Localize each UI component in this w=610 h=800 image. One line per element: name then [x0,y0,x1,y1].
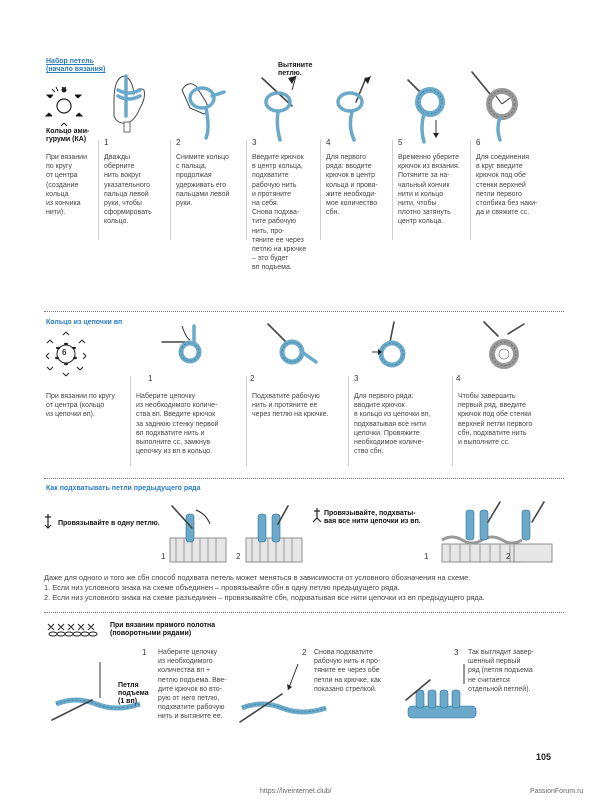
section-separator [44,478,564,479]
step-text: Наберите цепочку из необходимого количе- ства вп. Введите крючок за заднюю стенку первой вп подхватите нить и выполните сс, замкнув цепочку из вп в кольцо. [136,393,219,456]
section-title-chain-ring: Кольцо из цепочки вп [46,319,123,326]
step-number: 2 [176,138,181,147]
divider [130,376,131,466]
divider [98,140,99,240]
step-number: 5 [398,138,403,147]
step-text: Для соединения в круг введите крючок под обе стенки верхней петли первого столбика без наки- да и свяжите сс. [476,154,538,217]
step3-hook-insert-illustration [252,72,308,142]
step-text: Временно уберите крючок из вязания. Потяните за на- чальный кончик нити и кольцо нити, чтобы плотно затянуть центр кольца. [398,154,460,226]
pickup-single-label: Провязывайте в одну петлю. [58,520,160,527]
figure-number: 2 [506,552,511,561]
row-symbol-icon [46,623,102,637]
pickup-note: 2. Если низ условного знака на схеме разъединен – провязывайте сбн, подхватывая все нити цепочки из вп предыдущего ряда. [44,593,485,602]
step-text: Так выглядит завер- шенный первый ряд (петля подъема не считается отдельной петлей). [468,649,534,693]
divider [320,140,321,240]
step-number: 4 [456,374,461,383]
pickup-single-1-illustration [168,502,228,564]
chain-step4-illustration [474,318,534,380]
step-text: Снимите кольцо с пальца, продолжая удерживать его пальцами левой руки. [176,154,230,208]
step5-tighten-ring-illustration [402,72,458,144]
step1-finger-wrap-illustration [104,70,154,138]
page-number: 105 [536,752,552,762]
step-text: Для первого ряда: вводите крючок в центр кольца и провя- жите необходи- мое количество сбн. [326,154,378,217]
section-title-straight-fabric: При вязании прямого полотна (поворотными рядами) [110,622,216,637]
divider [246,140,247,240]
pickup-all-2-illustration [514,500,554,564]
divider [452,376,453,466]
magic-ring-symbol-icon [44,86,84,126]
divider [170,140,171,240]
pickup-all-1-illustration [440,500,524,564]
step-number: 3 [354,374,359,383]
divider [470,140,471,240]
watermark: PassionForum.ru [530,788,584,795]
step-text: Для первого ряда: вводите крючок в кольцо из цепочки вп, подхватывая все нити цепочки. Провяжите необходимое количе- ство сбн. [354,393,431,456]
pickup-note: Даже для одного и того же сбн способ подхвата петель может меняться в зависимости от условного обозначения на схеме. [44,573,471,582]
magic-ring-label: Кольцо ами- гуруми (КА) [46,128,90,143]
step-text: Чтобы завершить первый ряд, введите крючок под обе стенки верхней петли первого сбн, подхватите нить и выполните сс. [458,393,533,447]
divider [348,376,349,466]
step-text: Дважды оберните нить вокруг указательного пальца левой руки, чтобы сформировать кольцо. [104,154,152,226]
pull-loop-label: Вытяните петлю. [278,62,313,77]
step-number: 2 [250,374,255,383]
step-number: 1 [142,648,147,657]
step4-first-round-illustration [328,72,384,142]
single-loop-symbol-icon [44,514,52,528]
step-number: 1 [104,138,109,147]
divider [392,140,393,240]
chain-step2-illustration [262,320,320,380]
step2-remove-ring-illustration [176,72,228,142]
lift-loop-label: Петля подъема (1 вп) [118,682,149,705]
chain-step1-illustration [158,322,216,378]
step-number: 1 [148,374,153,383]
all-strands-symbol-icon [312,508,322,526]
section1-intro: При вязании по кругу от центра (создание кольца из кончика нити). [46,154,87,217]
figure-number: 2 [236,552,241,561]
section-separator [44,612,564,613]
step-text: Подхватите рабочую нить и протяните ее через петлю на крючке. [252,393,329,419]
step-number: 3 [454,648,459,657]
step-text: Введите крючок в центр кольца, подхватите рабочую нить и протяните на себя. Снова подхва- тите рабочую нить, про- тяните ее через петлю на крючке – это будет вп подъема. [252,154,307,272]
step6-join-ring-illustration [470,68,530,142]
step-number: 4 [326,138,331,147]
section-separator [44,311,564,312]
figure-number: 1 [424,552,429,561]
step-number: 2 [302,648,307,657]
ring-count: 6 [62,348,67,357]
divider [246,376,247,466]
step-number: 3 [252,138,257,147]
pickup-note: 1. Если низ условного знака на схеме объединен – провязывайте сбн в одну петлю предыдущего ряда. [44,583,400,592]
section-title-pickup: Как подхватывать петли предыдущего ряда [46,485,201,492]
source-url: https://liveinternet.club/ [260,788,332,795]
chain-step3-illustration [364,318,424,380]
section-title-magic-ring: Набор петель (начало вязания) [46,58,106,73]
pickup-single-2-illustration [244,502,304,564]
figure-number: 1 [161,552,166,561]
section2-intro: При вязании по кругу от центра (кольцо из цепочки вп). [46,393,116,419]
step-text: Наберите цепочку из необходимого количества вп + петлю подъема. Вве- дите крючок во вто- рую от него петлю, подхватите рабочую нить и вытяните ее. [158,649,227,721]
step-number: 6 [476,138,481,147]
step-text: Снова подхватите рабочую нить и про- тяните ее через обе петли на крючке, как показано стрелкой. [314,649,381,693]
pickup-all-label: Провязывайте, подхваты- вая все нити цепочки из вп. [324,510,421,525]
